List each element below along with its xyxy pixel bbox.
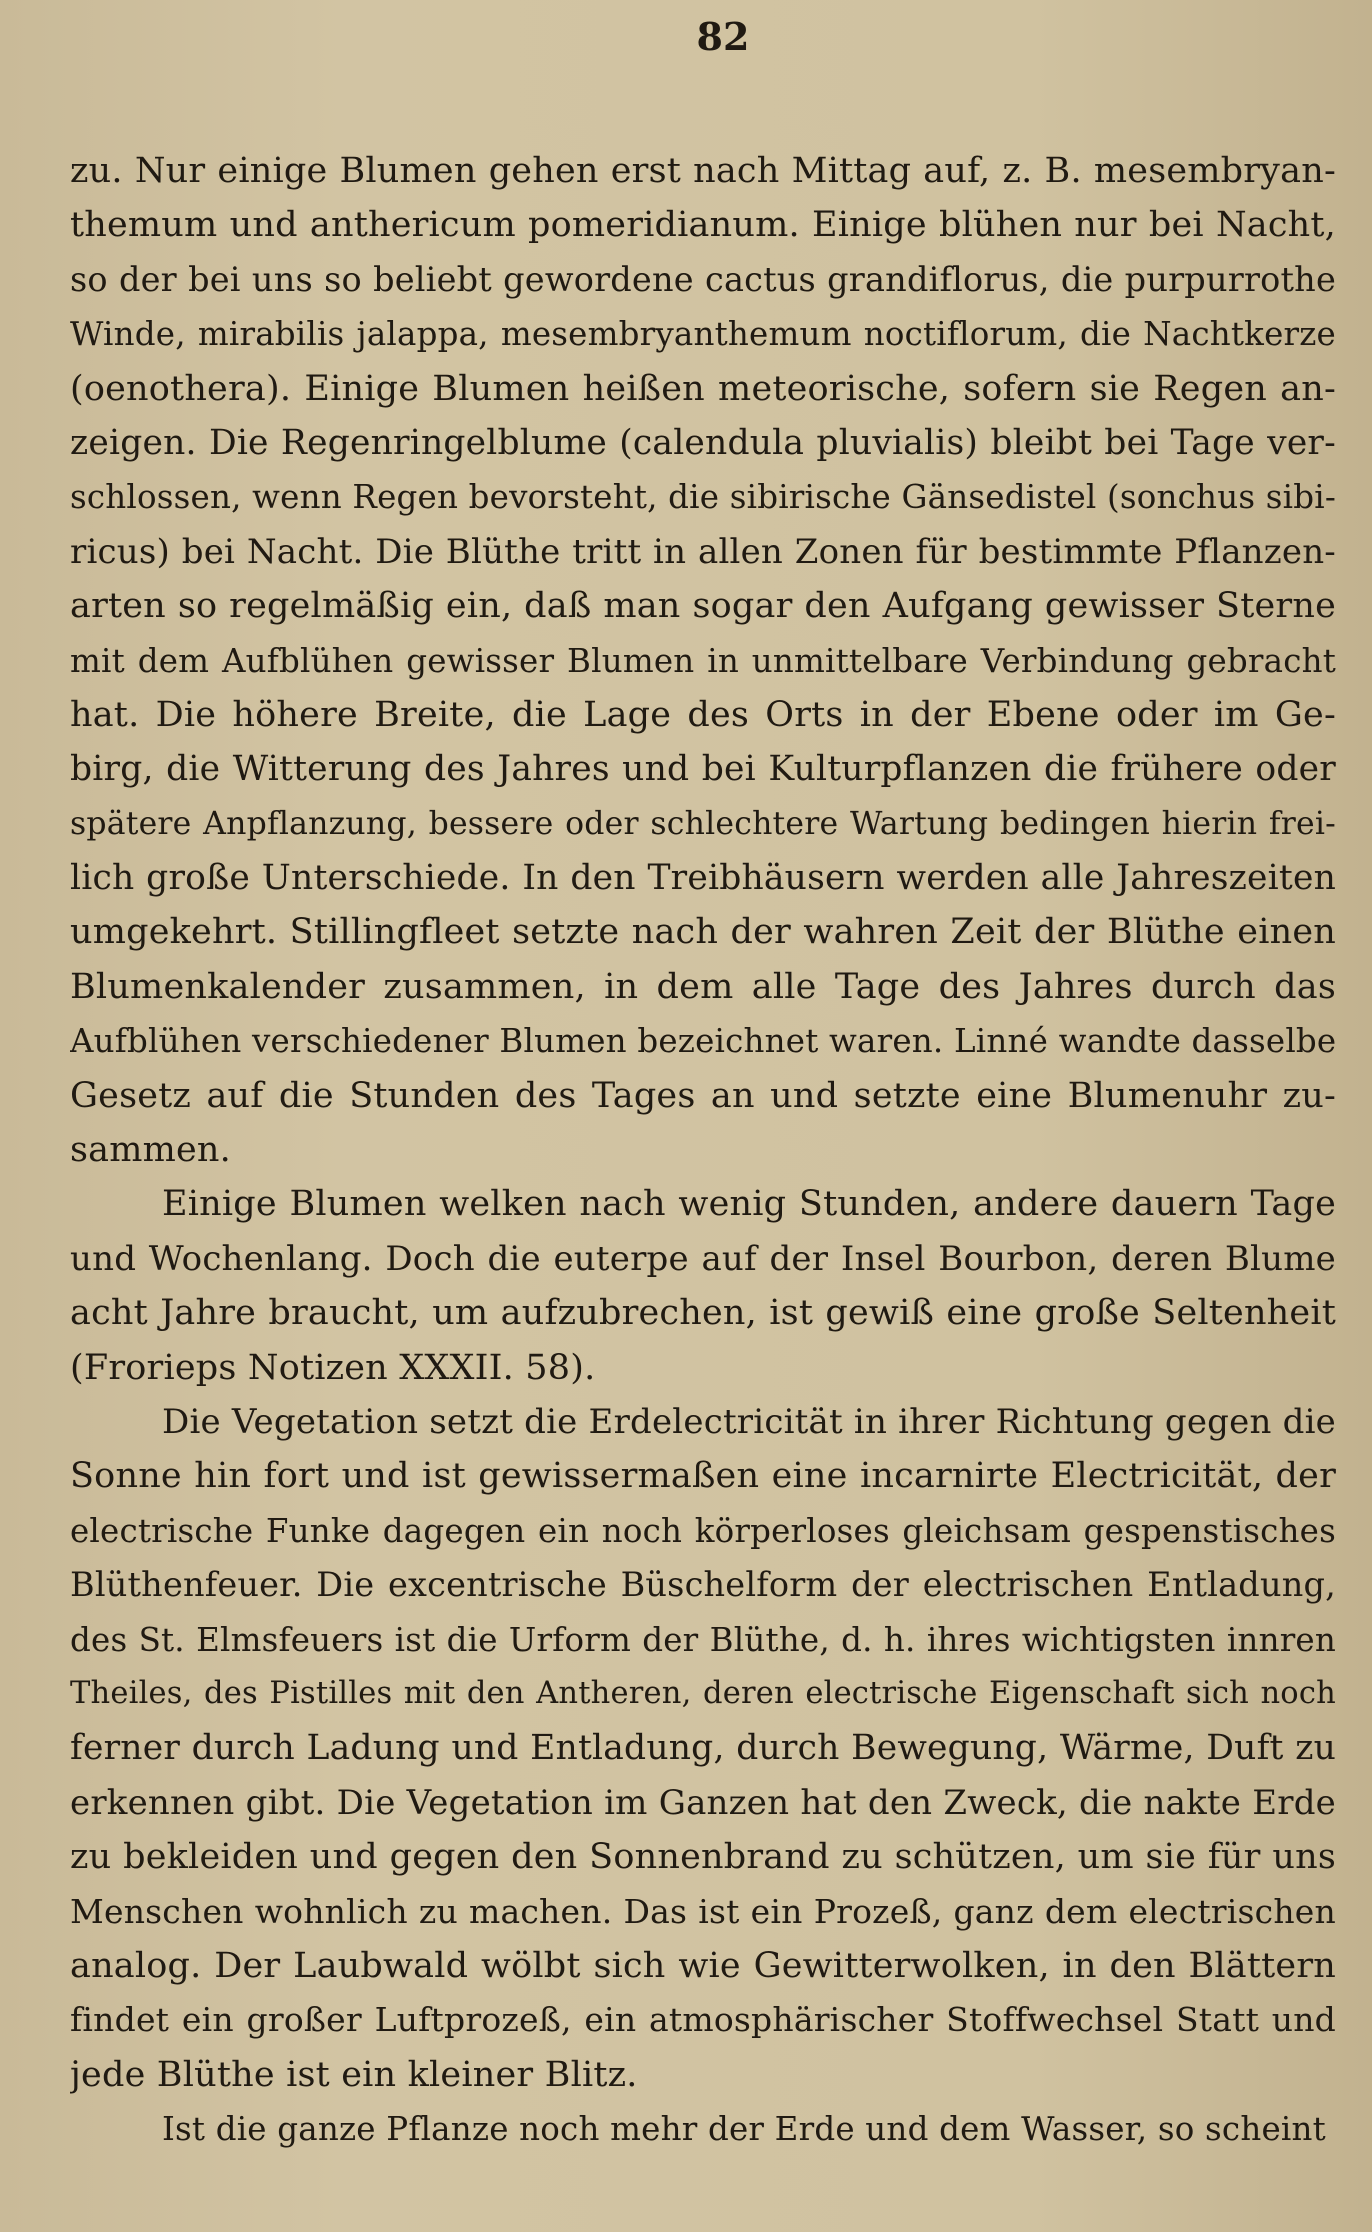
- text-line: Sonne hin fort und ist gewissermaßen eine incarnirte Electricität, der: [70, 1456, 1336, 1497]
- text-line: electrische Funke dagegen ein noch körperloses gleichsam gespenstisches: [70, 1511, 1336, 1550]
- text-line: Die Vegetation setzt die Erdelectricität in ihrer Richtung gegen die: [162, 1401, 1336, 1442]
- text-line: Theiles, des Pistilles mit den Antheren, deren electrische Eigenschaft sich noch: [70, 1675, 1336, 1711]
- page-number: 82: [696, 14, 750, 59]
- text-line: des St. Elmsfeuers ist die Urform der Blüthe, d. h. ihres wichtigsten innren: [70, 1620, 1336, 1659]
- text-line: zu. Nur einige Blumen gehen erst nach Mittag auf, z. B. mesembryan-: [70, 151, 1336, 191]
- text-line: erkennen gibt. Die Vegetation im Ganzen hat den Zweck, die nakte Erde: [70, 1782, 1336, 1823]
- text-line: lich große Unterschiede. In den Treibhäusern werden alle Jahreszeiten: [70, 858, 1336, 899]
- text-line: und Wochenlang. Doch die euterpe auf der Insel Bourbon, deren Blume: [70, 1238, 1336, 1279]
- text-line: arten so regelmäßig ein, daß man sogar den Aufgang gewisser Sterne: [70, 586, 1336, 627]
- text-line: Menschen wohnlich zu machen. Das ist ein Prozeß, ganz dem electrischen: [70, 1891, 1336, 1931]
- body-text: [70, 144, 1336, 2156]
- paragraph: [70, 1177, 1336, 1395]
- text-line: hat. Die höhere Breite, die Lage des Orts in der Ebene oder im Ge-: [70, 694, 1336, 735]
- text-line: mit dem Aufblühen gewisser Blumen in unmittelbare Verbindung gebracht: [70, 641, 1336, 680]
- text-line: ricus) bei Nacht. Die Blüthe tritt in allen Zonen für bestimmte Pflanzen-: [70, 531, 1336, 572]
- text-line: birg, die Witterung des Jahres und bei Kulturpflanzen die frühere oder: [70, 749, 1336, 790]
- text-line: jede Blüthe ist ein kleiner Blitz.: [70, 2054, 638, 2095]
- text-line: so der bei uns so beliebt gewordene cactus grandiflorus, die purpurrothe: [70, 259, 1336, 299]
- text-line: Gesetz auf die Stunden des Tages an und setzte eine Blumenuhr zu-: [70, 1075, 1336, 1116]
- text-line: Einige Blumen welken nach wenig Stunden, andere dauern Tage: [162, 1184, 1336, 1225]
- text-line: themum und anthericum pomeridianum. Einige blühen nur bei Nacht,: [70, 205, 1336, 246]
- text-line: acht Jahre braucht, um aufzubrechen, ist gewiß eine große Seltenheit: [70, 1293, 1336, 1334]
- text-line: (oenothera). Einige Blumen heißen meteorische, sofern sie Regen an-: [70, 368, 1336, 409]
- text-line: analog. Der Laubwald wölbt sich wie Gewitterwolken, in den Blättern: [70, 1945, 1336, 1986]
- paragraph: [70, 2102, 1336, 2156]
- text-line: Blüthenfeuer. Die excentrische Büschelform der electrischen Entladung,: [70, 1565, 1336, 1605]
- paragraph: [70, 1395, 1336, 2102]
- text-line: zeigen. Die Regenringelblume (calendula pluvialis) bleibt bei Tage ver-: [70, 422, 1336, 463]
- text-line: (Frorieps Notizen XXXII. 58).: [70, 1347, 596, 1388]
- text-line: Winde, mirabilis jalappa, mesembryanthemum noctiflorum, die Nachtkerze: [70, 315, 1336, 354]
- text-line: sammen.: [70, 1130, 231, 1171]
- text-line: Blumenkalender zusammen, in dem alle Tage des Jahres durch das: [70, 966, 1336, 1007]
- text-line: umgekehrt. Stillingfleet setzte nach der wahren Zeit der Blüthe einen: [70, 912, 1336, 953]
- text-line: spätere Anpflanzung, bessere oder schlechtere Wartung bedingen hierin frei-: [70, 805, 1336, 842]
- text-line: findet ein großer Luftprozeß, ein atmosphärischer Stoffwechsel Statt und: [70, 2000, 1336, 2040]
- text-line: Ist die ganze Pflanze noch mehr der Erde und dem Wasser, so scheint: [162, 2110, 1326, 2149]
- text-line: zu bekleiden und gegen den Sonnenbrand zu schützen, um sie für uns: [70, 1837, 1336, 1878]
- text-line: schlossen, wenn Regen bevorsteht, die sibirische Gänsedistel (sonchus sibi-: [70, 478, 1336, 517]
- text-line: ferner durch Ladung und Entladung, durch Bewegung, Wärme, Duft zu: [70, 1728, 1336, 1769]
- text-line: Aufblühen verschiedener Blumen bezeichnet waren. Linné wandte dasselbe: [70, 1022, 1336, 1061]
- paragraph: [70, 144, 1336, 1177]
